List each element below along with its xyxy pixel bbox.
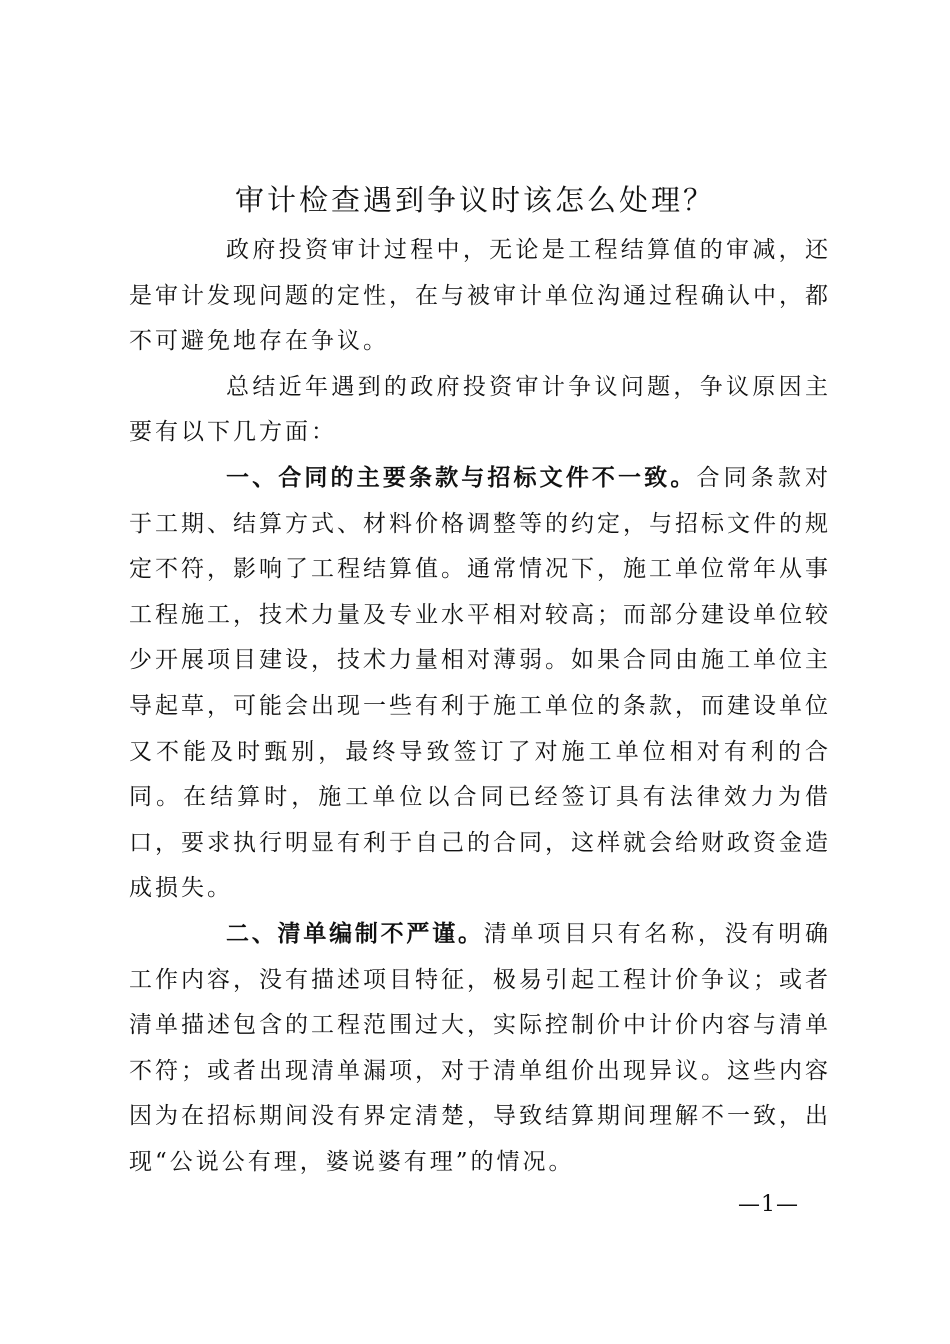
document-body [129,228,831,1185]
paragraph-section-1 [129,456,831,912]
paragraph-summary: 总结近年遇到的政府投资审计争议问题，争议原因主要有以下几方面： [129,373,831,446]
page-number: —1— [738,1192,799,1217]
section-2-heading: 二、清单编制不严谨。 [226,920,484,947]
document-title: 审计检查遇到争议时该怎么处理？ [234,183,715,217]
paragraph-intro: 政府投资审计过程中，无论是工程结算值的审减，还是审计发现问题的定性，在与被审计单位沟通过程确认中，都不可避免地存在争议。 [129,237,831,355]
section-1-text: 合同条款对于工期、结算方式、材料价格调整等的约定，与招标文件的规定不符，影响了工程结算值。通常情况下，施工单位常年从事工程施工，技术力量及专业水平相对较高；而部分建设单位较少开展项目建设，技术力量相对薄弱。如果合同由施工单位主导起草，可能会出现一些有利于施工单位的条款，而建设单位又不能及时甄别，最终导致签订了对施工单位相对有利的合同。在结算时，施工单位以合同已经签订具有法律效力为借口，要求执行明显有利于自己的合同，这样就会给财政资金造成损失。 [129,464,832,902]
section-1-heading: 一、合同的主要条款与招标文件不一致。 [226,464,697,491]
section-2-text: 清单项目只有名称，没有明确工作内容，没有描述项目特征，极易引起工程计价争议；或者清单描述包含的工程范围过大，实际控制价中计价内容与清单不符；或者出现清单漏项，对于清单组价出现异议。这些内容因为在招标期间没有界定清楚，导致结算期间理解不一致，出现“公说公有理，婆说婆有理”的情况。 [129,920,832,1175]
paragraph-section-2 [129,912,831,1186]
